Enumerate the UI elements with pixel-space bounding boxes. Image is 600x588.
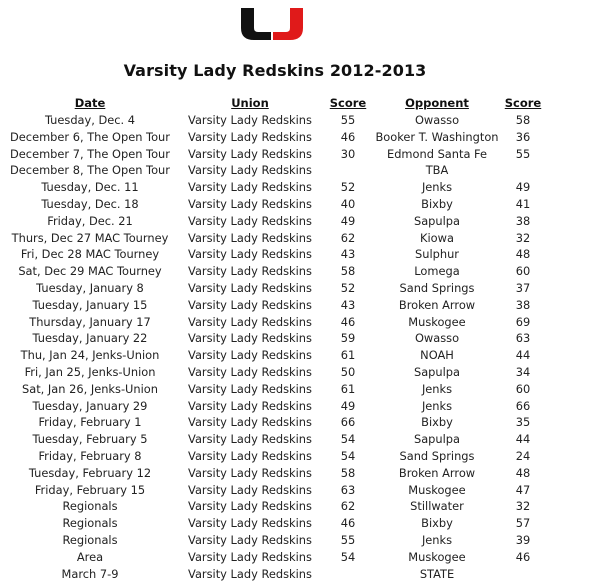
cell-score: 55 (340, 533, 356, 547)
cell-score: 30 (340, 146, 356, 161)
cell-date: Thurs, Dec 27 MAC Tourney (11, 230, 169, 245)
cell-score: 54 (340, 549, 356, 564)
cell-score: 66 (340, 415, 356, 430)
cell-union: Varsity Lady Redskins (188, 365, 312, 379)
cell-date: Regionals (62, 499, 118, 514)
cell-opponent-score: 38 (515, 297, 531, 312)
cell-opponent-score: 48 (515, 465, 531, 480)
cell-date: Friday, February 1 (38, 415, 142, 430)
header-score: Score (329, 96, 367, 110)
cell-date: December 8, The Open Tour (10, 163, 170, 178)
cell-union: Varsity Lady Redskins (188, 247, 312, 262)
cell-opponent-score: 47 (515, 482, 531, 497)
cell-opponent: Bixby (421, 197, 453, 211)
cell-score: 49 (340, 398, 356, 413)
cell-opponent-score: 34 (515, 365, 531, 379)
cell-date: Tuesday, Dec. 18 (41, 197, 139, 211)
cell-opponent: Muskogee (408, 314, 466, 329)
cell-opponent-score: 36 (515, 129, 531, 144)
cell-score: 46 (340, 129, 356, 144)
header-opponent-score: Score (504, 96, 542, 110)
cell-opponent-score: 69 (515, 314, 531, 329)
cell-opponent: Sapulpa (413, 365, 461, 379)
cell-score: 61 (340, 381, 356, 396)
cell-opponent: Stillwater (410, 499, 464, 514)
cell-opponent: Kiowa (420, 230, 454, 245)
cell-date: Regionals (62, 516, 118, 531)
cell-opponent-score: 44 (515, 348, 531, 363)
cell-opponent: Booker T. Washington (375, 129, 499, 144)
cell-union: Varsity Lady Redskins (188, 533, 312, 547)
cell-date: Tuesday, Dec. 11 (41, 180, 139, 195)
cell-opponent-score: 60 (515, 264, 531, 279)
cell-union: Varsity Lady Redskins (188, 314, 312, 329)
cell-date: Regionals (62, 533, 118, 547)
cell-union: Varsity Lady Redskins (188, 197, 312, 211)
cell-opponent: Sand Springs (399, 449, 475, 463)
cell-score: 63 (340, 482, 356, 497)
cell-date: Friday, February 15 (34, 482, 146, 497)
cell-score: 61 (340, 348, 356, 363)
cell-date: Friday, February 8 (38, 449, 142, 463)
cell-opponent-score: 38 (515, 213, 531, 228)
cell-score: 52 (340, 281, 356, 295)
cell-opponent: Sulphur (415, 247, 459, 262)
cell-opponent-score: 32 (515, 499, 531, 514)
cell-opponent: Jenks (421, 180, 453, 195)
cell-union: Varsity Lady Redskins (188, 549, 312, 564)
header-date: Date (74, 96, 106, 110)
cell-opponent-score: 35 (515, 415, 531, 430)
cell-union: Varsity Lady Redskins (188, 129, 312, 144)
cell-date: Thu, Jan 24, Jenks-Union (20, 348, 160, 363)
cell-union: Varsity Lady Redskins (188, 331, 312, 346)
cell-score: 58 (340, 264, 356, 279)
cell-opponent: Broken Arrow (398, 465, 476, 480)
page-title: Varsity Lady Redskins 2012-2013 (123, 61, 427, 80)
cell-score: 40 (340, 197, 356, 211)
cell-score: 52 (340, 180, 356, 195)
cell-date: Tuesday, Dec. 4 (44, 113, 136, 127)
cell-union: Varsity Lady Redskins (188, 499, 312, 514)
cell-opponent: STATE (419, 566, 455, 581)
cell-opponent: Bixby (421, 415, 453, 430)
cell-date: Area (76, 549, 104, 564)
cell-union: Varsity Lady Redskins (188, 297, 312, 312)
header-opponent: Opponent (405, 96, 469, 110)
cell-date: Tuesday, February 5 (32, 432, 148, 447)
cell-union: Varsity Lady Redskins (188, 398, 312, 413)
cell-union: Varsity Lady Redskins (188, 348, 312, 363)
cell-score: 43 (340, 297, 356, 312)
cell-union: Varsity Lady Redskins (188, 146, 312, 161)
cell-date: Thursday, January 17 (29, 314, 151, 329)
cell-score: 54 (340, 432, 356, 447)
cell-opponent: Owasso (414, 331, 460, 346)
cell-date: Fri, Dec 28 MAC Tourney (20, 247, 160, 262)
cell-score: 58 (340, 465, 356, 480)
cell-score: 54 (340, 449, 356, 463)
cell-date: Sat, Dec 29 MAC Tourney (18, 264, 162, 279)
cell-union: Varsity Lady Redskins (188, 415, 312, 430)
cell-union: Varsity Lady Redskins (188, 180, 312, 195)
cell-opponent: Muskogee (408, 549, 466, 564)
cell-date: Sat, Jan 26, Jenks-Union (22, 381, 158, 396)
cell-score: 62 (340, 499, 356, 514)
cell-opponent: Lomega (414, 264, 460, 279)
cell-union: Varsity Lady Redskins (188, 566, 312, 581)
cell-score: 50 (340, 365, 356, 379)
cell-union: Varsity Lady Redskins (188, 432, 312, 447)
cell-opponent: Jenks (421, 381, 453, 396)
cell-union: Varsity Lady Redskins (188, 281, 312, 295)
cell-date: Tuesday, January 8 (36, 281, 144, 295)
cell-score: 62 (340, 230, 356, 245)
u-logo-right-half (273, 8, 303, 40)
cell-date: March 7-9 (61, 566, 119, 581)
cell-score: 55 (340, 113, 356, 127)
cell-union: Varsity Lady Redskins (188, 230, 312, 245)
cell-date: Tuesday, January 29 (32, 398, 148, 413)
cell-opponent-score: 39 (515, 533, 531, 547)
cell-opponent-score: 58 (515, 113, 531, 127)
cell-union: Varsity Lady Redskins (188, 264, 312, 279)
cell-opponent-score: 57 (515, 516, 531, 531)
cell-opponent: Jenks (421, 398, 453, 413)
cell-opponent: Owasso (414, 113, 460, 127)
cell-union: Varsity Lady Redskins (188, 449, 312, 463)
cell-date: Tuesday, February 12 (28, 465, 152, 480)
cell-union: Varsity Lady Redskins (188, 381, 312, 396)
cell-score: 46 (340, 314, 356, 329)
cell-opponent: Broken Arrow (398, 297, 476, 312)
header-union: Union (231, 96, 269, 110)
cell-opponent-score: 44 (515, 432, 531, 447)
cell-opponent: Sapulpa (413, 432, 461, 447)
cell-union: Varsity Lady Redskins (188, 482, 312, 497)
cell-opponent-score: 37 (515, 281, 531, 295)
cell-opponent-score: 66 (515, 398, 531, 413)
cell-opponent: Muskogee (408, 482, 466, 497)
cell-opponent: Sapulpa (413, 213, 461, 228)
cell-score: 43 (340, 247, 356, 262)
cell-opponent: Sand Springs (399, 281, 475, 295)
u-logo-left-half (241, 8, 271, 40)
cell-union: Varsity Lady Redskins (188, 163, 312, 178)
cell-date: Friday, Dec. 21 (47, 213, 133, 228)
cell-opponent: Edmond Santa Fe (387, 146, 487, 161)
cell-opponent-score: 46 (515, 549, 531, 564)
cell-opponent-score: 60 (515, 381, 531, 396)
u-logo-icon (240, 8, 304, 41)
cell-opponent: TBA (425, 163, 449, 178)
cell-date: Fri, Jan 25, Jenks-Union (24, 365, 156, 379)
cell-opponent: Jenks (421, 533, 453, 547)
cell-opponent: Bixby (421, 516, 453, 531)
cell-union: Varsity Lady Redskins (188, 465, 312, 480)
cell-opponent-score: 32 (515, 230, 531, 245)
cell-opponent-score: 48 (515, 247, 531, 262)
cell-union: Varsity Lady Redskins (188, 516, 312, 531)
cell-score: 59 (340, 331, 356, 346)
cell-opponent-score: 55 (515, 146, 531, 161)
cell-date: December 6, The Open Tour (10, 129, 170, 144)
cell-date: Tuesday, January 22 (32, 331, 148, 346)
cell-opponent: NOAH (420, 348, 454, 363)
cell-union: Varsity Lady Redskins (188, 113, 312, 127)
cell-score: 49 (340, 213, 356, 228)
cell-opponent-score: 49 (515, 180, 531, 195)
cell-opponent-score: 41 (515, 197, 531, 211)
cell-union: Varsity Lady Redskins (188, 213, 312, 228)
cell-date: December 7, The Open Tour (10, 146, 170, 161)
cell-date: Tuesday, January 15 (32, 297, 148, 312)
cell-score: 46 (340, 516, 356, 531)
cell-opponent-score: 63 (515, 331, 531, 346)
cell-opponent-score: 24 (515, 449, 531, 463)
